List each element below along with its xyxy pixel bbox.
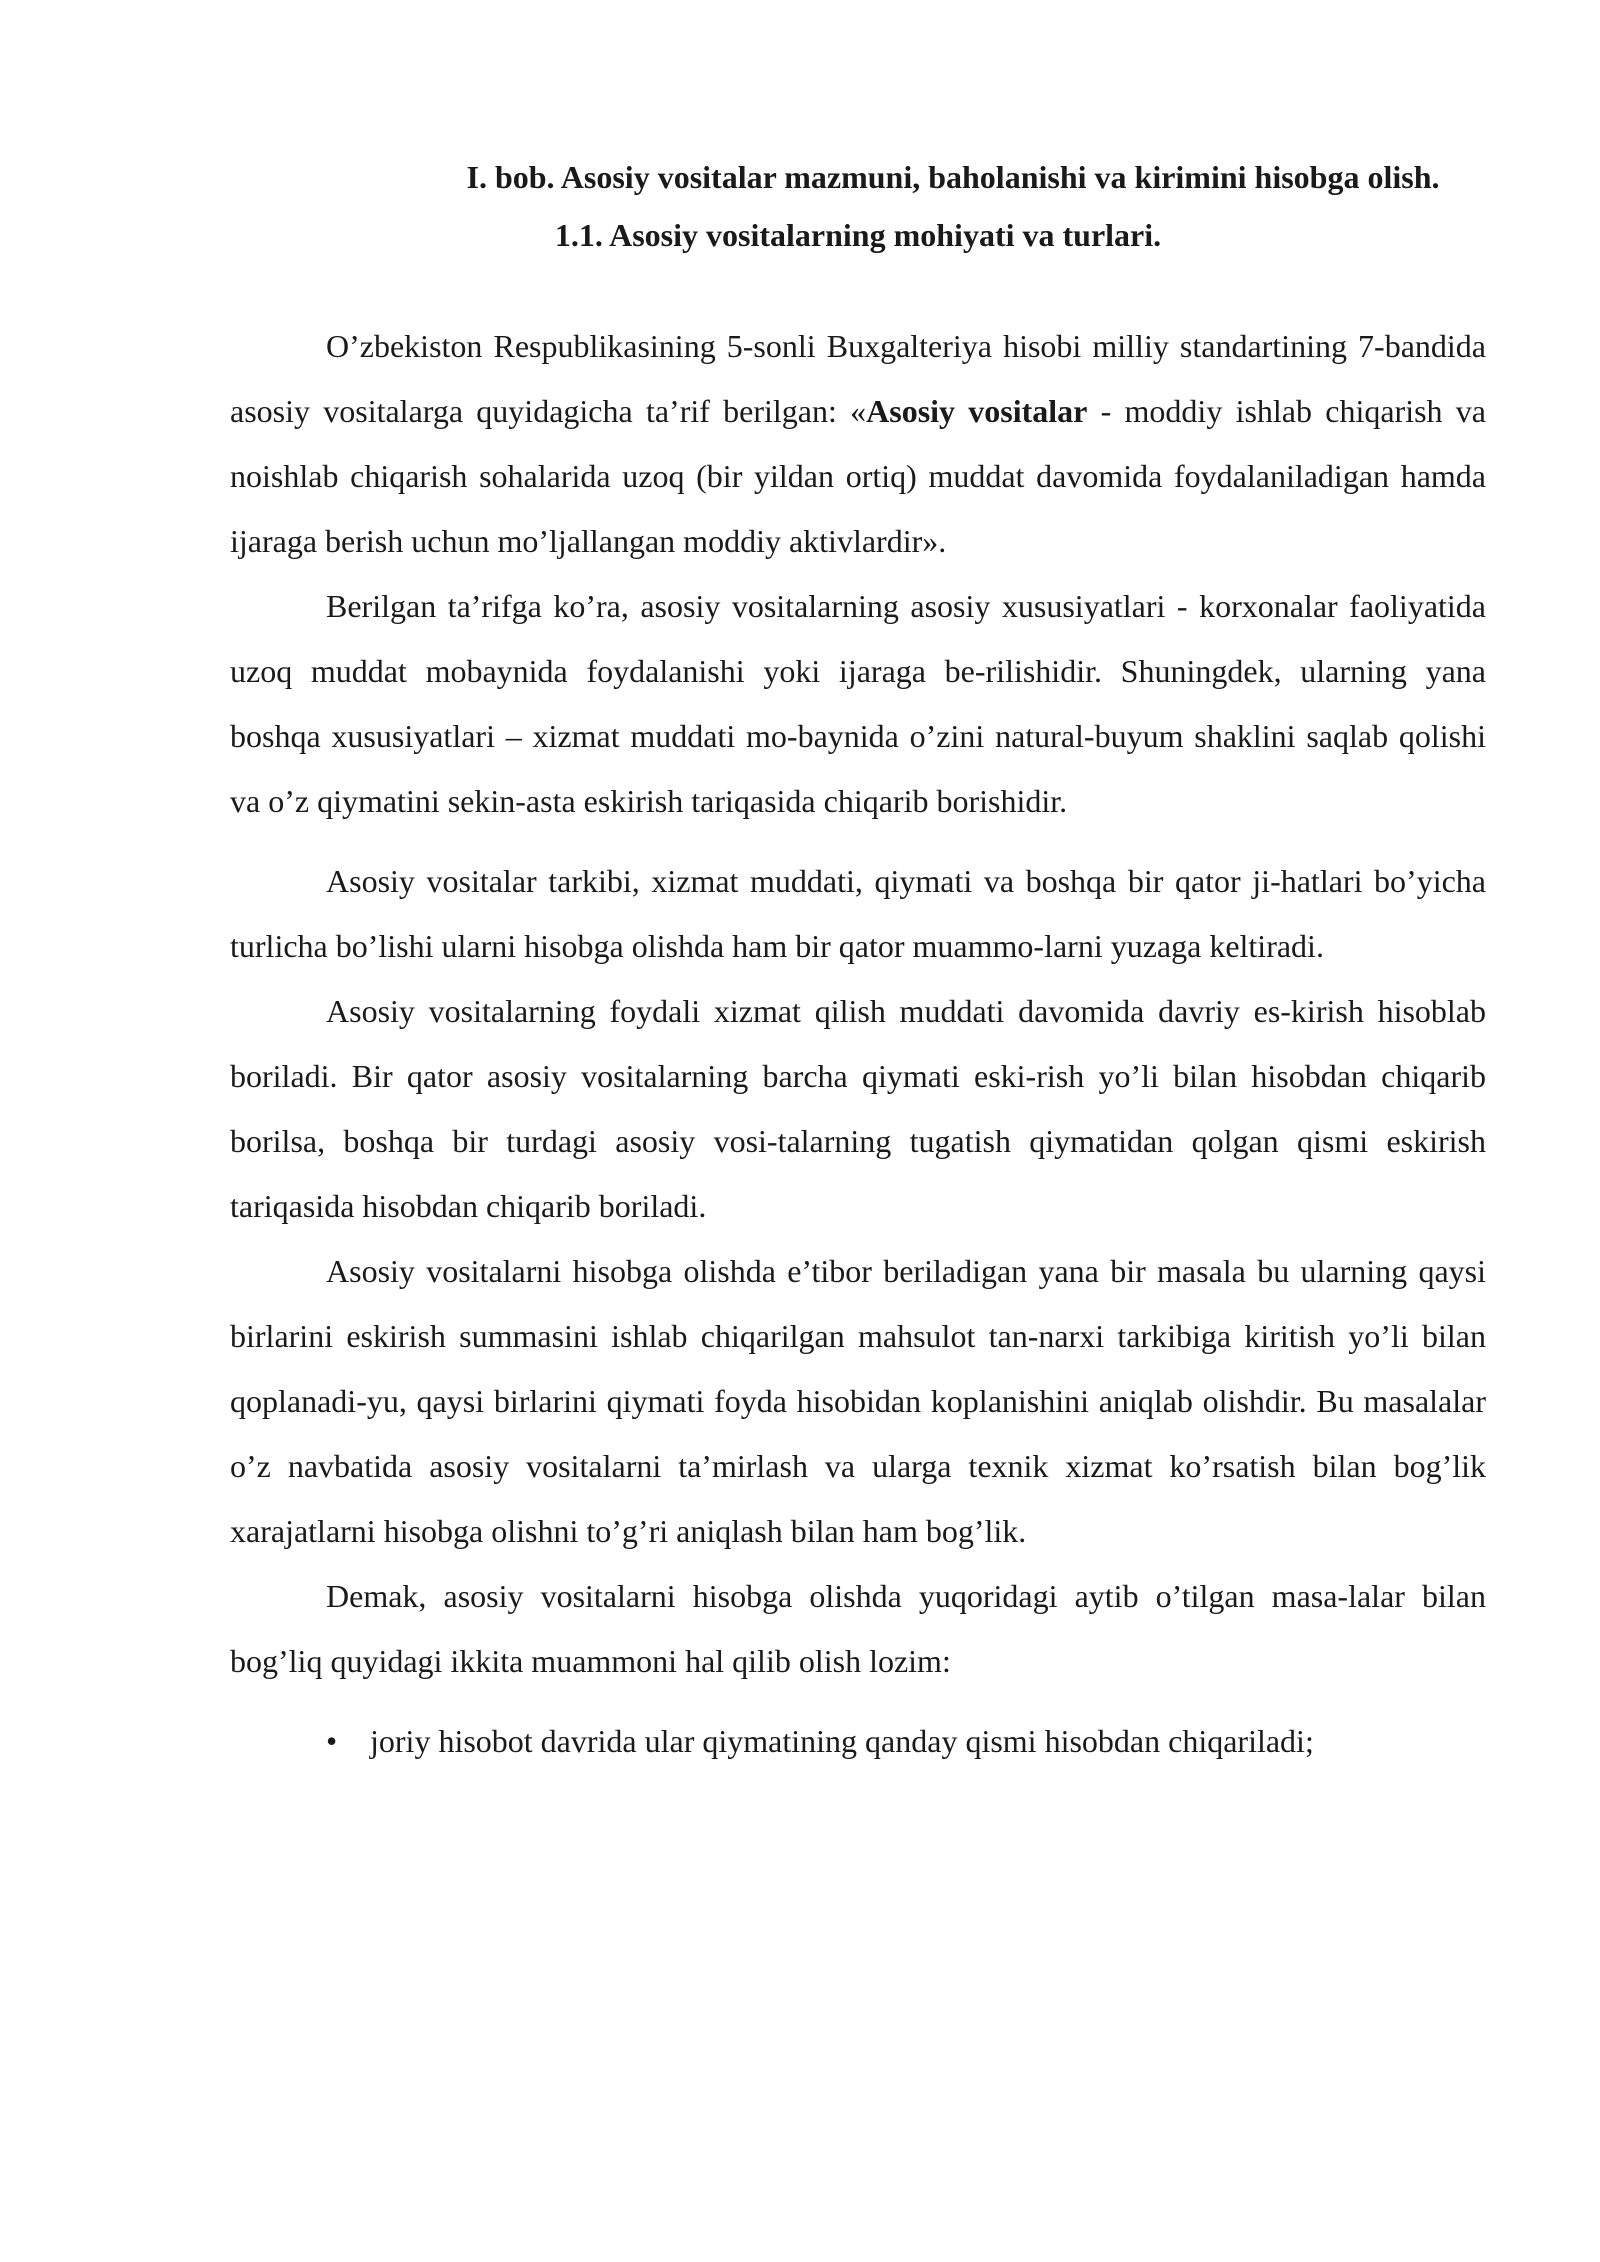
document-page: [230, 148, 1486, 1774]
paragraph-composition: Asosiy vositalar tarkibi, xizmat muddati, qiymati va boshqa bir qator ji-hatlari bo’yicha turlicha bo’lishi ularni hisobga olishda ham bir qator muammo-larni yuzaga keltiradi.: [230, 863, 1486, 964]
paragraph-definition-lead: O’zbekiston Respublikasining 5-sonli Buxgalteriya hisobi milliy standartining 7-bandida asosiy vositalarga quyidagicha ta’rif berilgan: «: [230, 328, 1486, 429]
bullet-icon: •: [326, 1723, 338, 1759]
bullet-text: joriy hisobot davrida ular qiymatining qanday qismi hisobdan chiqariladi;: [370, 1723, 1314, 1759]
section-title: 1.1. Asosiy vositalarning mohiyati va turlari.: [554, 217, 1162, 253]
paragraph-features: Berilgan ta’rifga ko’ra, asosiy vositalarning asosiy xususiyatlari - korxonalar faoliyatida uzoq muddat mobaynida foydalanishi yoki ijaraga be-rilishidir. Shuningdek, ularning yana boshqa xususiyatlari – xizmat muddati mo-baynida o’zini natural-buyum shaklini saqlab qolishi va o’z qiymatini sekin-asta eskirish tariqasida chiqarib borishidir.: [230, 588, 1486, 819]
bullet-list: [230, 1709, 1486, 1774]
list-item: [230, 1709, 1486, 1774]
paragraph-definition-rest: - moddiy ishlab chiqarish va noishlab chiqarish sohalarida uzoq (bir yildan ortiq) muddat davomida foydalaniladigan hamda ijaraga berish uchun mo’ljallangan moddiy aktivlardir».: [230, 393, 1487, 559]
paragraph-accounting-issue: Asosiy vositalarni hisobga olishda e’tibor beriladigan yana bir masala bu ularning qaysi birlarini eskirish summasini ishlab chiqarilgan mahsulot tan-narxi tarkibiga kiritish yo’li bilan qoplanadi-yu, qaysi birlarini qiymati foyda hisobidan koplanishini aniqlab olishdir. Bu masalalar o’z navbatida asosiy vositalarni ta’mirlash va ularga texnik xizmat ko’rsatish bilan bog’lik xarajatlarni hisobga olishni to’g’ri aniqlash bilan ham bog’lik.: [230, 1253, 1486, 1549]
paragraph-conclusion: Demak, asosiy vositalarni hisobga olishda yuqoridagi aytib o’tilgan masa-lalar bilan bog’liq quyidagi ikkita muammoni hal qilib olish lozim:: [230, 1578, 1486, 1679]
chapter-title: I. bob. Asosiy vositalar mazmuni, baholanishi va kirimini hisobga olish.: [466, 159, 1440, 195]
paragraph-depreciation: Asosiy vositalarning foydali xizmat qilish muddati davomida davriy es-kirish hisoblab boriladi. Bir qator asosiy vositalarning barcha qiymati eski-rish yo’li bilan hisobdan chiqarib borilsa, boshqa bir turdagi asosiy vosi-talarning tugatish qiymatidan qolgan qismi eskirish tariqasida hisobdan chiqarib boriladi.: [230, 993, 1486, 1224]
term-asosiy-vositalar: Asosiy vositalar: [866, 393, 1088, 429]
paragraph-definition: [230, 314, 1486, 574]
